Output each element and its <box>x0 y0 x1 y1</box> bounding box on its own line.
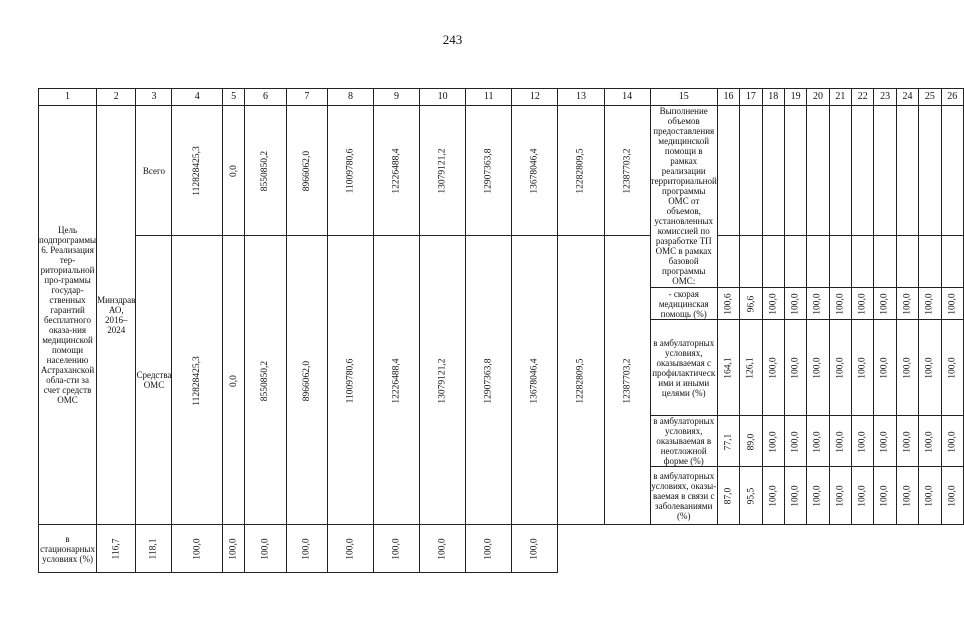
total-value-cell <box>558 106 604 236</box>
indicator-value-cell <box>807 288 829 320</box>
indicator-value-cell <box>784 288 806 320</box>
oms-value-cell <box>222 236 244 525</box>
total-value-cell <box>222 106 244 236</box>
indicator-value-cell <box>852 416 874 467</box>
oms-value-cell <box>245 236 286 525</box>
column-header: 22 <box>852 89 874 106</box>
value-text: 100,0 <box>813 430 823 453</box>
indicator-value-cell <box>222 525 244 573</box>
value-text: 77,1 <box>723 433 734 450</box>
indicator-head: Выполнение объемов предоставления медицинской помощи в рамках реализации территориальной программы ОМС от объемов, установленных комиссией по разработке ТП ОМС в рамках базовой программы ОМС: <box>650 106 717 286</box>
value-text: 100,0 <box>813 357 823 379</box>
value-text: 100,0 <box>947 357 958 379</box>
value-text: 12282809,5 <box>575 148 586 194</box>
indicator-value-cell <box>97 525 136 573</box>
indicator-value-cell <box>784 320 806 416</box>
value-text: 95,5 <box>745 487 756 505</box>
indicator-value-cell <box>829 288 851 320</box>
indicator-value-cell <box>919 416 941 467</box>
executor-text: Минздрав АО, 2016–2024 <box>97 295 136 335</box>
indicator-value-cell <box>896 320 918 416</box>
indicator-value-cell <box>852 467 874 525</box>
total-value-cell <box>420 106 466 236</box>
value-text: 100,0 <box>813 485 823 507</box>
indicator-value-cell <box>829 320 851 416</box>
indicator-value-cell <box>740 467 762 525</box>
oms-row-top <box>39 236 964 288</box>
column-header: 3 <box>136 89 172 106</box>
column-header: 24 <box>896 89 918 106</box>
value-text: 100,0 <box>902 430 913 453</box>
value-text: 100,0 <box>768 430 779 453</box>
value-text: 12907363,8 <box>483 148 494 194</box>
indicator-value-cell <box>328 525 374 573</box>
indicator-value-cell <box>919 288 941 320</box>
indicator-value-cell <box>172 525 223 573</box>
indicator-value-cell <box>740 320 762 416</box>
indicator-label: в амбулаторных условиях, оказы-ваемая в связи с заболеваниями (%) <box>650 467 717 525</box>
column-header: 18 <box>762 89 784 106</box>
value-text: 8966062,0 <box>301 360 312 401</box>
indicator-value-cell <box>896 467 918 525</box>
column-header: 12 <box>512 89 558 106</box>
indicator-value-cell <box>717 320 739 416</box>
column-header: 26 <box>941 89 963 106</box>
value-text: 12282809,5 <box>575 357 586 404</box>
value-text: 13678046,4 <box>529 357 540 404</box>
total-value-cell <box>286 106 327 236</box>
value-text: 100,0 <box>902 357 913 379</box>
indicator-value-cell <box>373 525 419 573</box>
column-header: 11 <box>466 89 512 106</box>
value-text: 100,0 <box>880 430 891 453</box>
column-header: 9 <box>373 89 419 106</box>
value-text: 100,0 <box>857 485 868 507</box>
value-text: 100,0 <box>437 538 448 560</box>
value-text: 100,0 <box>947 293 958 315</box>
indicator-row <box>39 525 964 573</box>
value-text: 100,0 <box>857 357 868 379</box>
indicator-value-cell <box>717 467 739 525</box>
value-text: 100,0 <box>880 293 891 315</box>
goal-cell: Цель подпрограммы 6. Реализация тер-риториальной про-граммы государ-ственных гарантий бесплатного оказа-ния медицинской помощи населению Астраханской обла-сти за счет средств ОМС <box>39 106 97 525</box>
value-text: 100,0 <box>790 430 801 453</box>
column-header: 7 <box>286 89 327 106</box>
indicator-value-cell <box>762 416 784 467</box>
value-text: 100,0 <box>813 293 823 315</box>
value-text: 100,0 <box>391 538 402 560</box>
indicator-value-cell <box>941 288 963 320</box>
value-text: 100,0 <box>835 357 846 379</box>
value-text: 100,0 <box>835 293 846 315</box>
value-text: 100,0 <box>835 430 846 453</box>
value-text: 100,0 <box>880 485 891 507</box>
column-header: 23 <box>874 89 896 106</box>
value-text: 112828425,3 <box>192 355 203 406</box>
value-text: 100,0 <box>835 485 846 507</box>
oms-value-cell <box>512 236 558 525</box>
value-text: 100,0 <box>768 485 779 507</box>
page-number: 243 <box>442 32 463 47</box>
indicator-value-cell <box>286 525 327 573</box>
column-header: 25 <box>919 89 941 106</box>
oms-value-cell <box>328 236 374 525</box>
indicator-value-cell <box>466 525 512 573</box>
value-text: 100,0 <box>924 357 935 379</box>
value-text: 100,0 <box>947 485 958 507</box>
oms-value-cell <box>373 236 419 525</box>
indicator-value-cell <box>717 416 739 467</box>
value-text: 12387703,2 <box>622 357 633 404</box>
indicator-value-cell <box>784 416 806 467</box>
total-row <box>39 106 964 236</box>
column-header: 15 <box>650 89 717 106</box>
value-text: 100,0 <box>790 293 801 315</box>
value-text: 164,1 <box>723 357 734 379</box>
column-header: 17 <box>740 89 762 106</box>
value-text: 100,0 <box>902 293 913 315</box>
oms-value-cell <box>172 236 223 525</box>
value-text: 11009780,6 <box>345 148 356 194</box>
total-label: Всего <box>136 106 172 236</box>
value-text: 100,0 <box>857 430 868 453</box>
value-text: 8550850,2 <box>260 150 271 192</box>
column-header: 8 <box>328 89 374 106</box>
value-text: 12226488,4 <box>391 148 402 194</box>
value-text: 100,0 <box>924 485 935 507</box>
indicator-value-cell <box>941 320 963 416</box>
value-text: 0,0 <box>228 374 239 387</box>
total-value-cell <box>604 106 650 236</box>
total-value-cell <box>466 106 512 236</box>
value-text: 116,7 <box>111 538 122 560</box>
indicator-value-cell <box>807 467 829 525</box>
total-value-cell <box>512 106 558 236</box>
column-header: 10 <box>420 89 466 106</box>
value-text: 118,1 <box>148 538 159 560</box>
value-text: 100,0 <box>345 538 356 560</box>
value-text: 100,0 <box>790 357 801 379</box>
indicator-value-cell <box>829 416 851 467</box>
value-text: 87,0 <box>723 487 734 505</box>
program-table <box>38 88 964 573</box>
value-text: 13079121,2 <box>437 148 448 194</box>
indicator-value-cell <box>874 320 896 416</box>
indicator-label: в амбулаторных условиях, оказываемая в неотложной форме (%) <box>650 416 717 467</box>
value-text: 89,0 <box>745 433 756 450</box>
column-header: 6 <box>245 89 286 106</box>
column-header: 5 <box>222 89 244 106</box>
indicator-label: в амбулаторных условиях, оказываемая с профилактическ ими и иными целями (%) <box>650 320 717 416</box>
value-text: 96,6 <box>745 295 756 313</box>
value-text: 100,6 <box>723 293 734 315</box>
indicator-value-cell <box>512 525 558 573</box>
value-text: 100,0 <box>947 430 958 453</box>
indicator-value-cell <box>941 467 963 525</box>
column-header: 20 <box>807 89 829 106</box>
indicator-value-cell <box>740 416 762 467</box>
oms-value-cell <box>558 236 604 525</box>
indicator-value-cell <box>874 467 896 525</box>
value-text: 12387703,2 <box>622 148 633 194</box>
column-header: 19 <box>784 89 806 106</box>
indicator-value-cell <box>919 467 941 525</box>
indicator-label: - скорая медицинская помощь (%) <box>650 288 717 320</box>
value-text: 100,0 <box>260 538 271 560</box>
column-header: 14 <box>604 89 650 106</box>
value-text: 12226488,4 <box>391 357 402 404</box>
value-text: 12907363,8 <box>483 357 494 404</box>
indicator-value-cell <box>807 320 829 416</box>
value-text: 100,0 <box>924 430 935 453</box>
indicator-value-cell <box>245 525 286 573</box>
column-header: 4 <box>172 89 223 106</box>
value-text: 100,0 <box>768 293 779 315</box>
oms-value-cell <box>466 236 512 525</box>
executor-cell <box>97 106 136 525</box>
value-text: 11009780,6 <box>345 358 356 403</box>
header-row <box>39 89 964 106</box>
indicator-value-cell <box>874 288 896 320</box>
indicator-value-cell <box>740 288 762 320</box>
indicator-value-cell <box>762 288 784 320</box>
indicator-value-cell <box>762 467 784 525</box>
value-text: 100,0 <box>857 293 868 315</box>
indicator-value-cell <box>852 320 874 416</box>
total-value-cell <box>245 106 286 236</box>
value-text: 13678046,4 <box>529 148 540 194</box>
indicator-value-cell <box>807 416 829 467</box>
indicator-value-cell <box>762 320 784 416</box>
indicator-value-cell <box>896 288 918 320</box>
oms-value-cell <box>420 236 466 525</box>
column-header: 21 <box>829 89 851 106</box>
indicator-value-cell <box>941 416 963 467</box>
value-text: 100,0 <box>529 538 540 560</box>
value-text: 100,0 <box>880 357 891 379</box>
indicator-value-cell <box>717 288 739 320</box>
indicator-value-cell <box>420 525 466 573</box>
indicator-label: в стационарных условиях (%) <box>39 525 97 573</box>
value-text: 100,0 <box>768 357 779 379</box>
indicator-value-cell <box>852 288 874 320</box>
oms-label: Средства ОМС <box>136 236 172 525</box>
value-text: 0,0 <box>228 165 239 177</box>
value-text: 100,0 <box>902 485 913 507</box>
value-text: 13079121,2 <box>437 357 448 404</box>
value-text: 100,0 <box>192 538 203 560</box>
value-text: 8550850,2 <box>260 360 271 401</box>
value-text: 112828425,3 <box>192 146 203 196</box>
total-value-cell <box>328 106 374 236</box>
value-text: 100,0 <box>483 538 494 560</box>
indicator-value-cell <box>919 320 941 416</box>
value-text: 100,0 <box>301 538 312 560</box>
value-text: 100,0 <box>924 293 935 315</box>
column-header: 2 <box>97 89 136 106</box>
total-value-cell <box>373 106 419 236</box>
value-text: 100,0 <box>790 485 801 507</box>
oms-value-cell <box>604 236 650 525</box>
value-text: 8966062,0 <box>301 150 312 192</box>
indicator-value-cell <box>896 416 918 467</box>
value-text: 100,0 <box>228 538 239 560</box>
oms-value-cell <box>286 236 327 525</box>
indicator-value-cell <box>829 467 851 525</box>
indicator-value-cell <box>784 467 806 525</box>
column-header: 16 <box>717 89 739 106</box>
total-value-cell <box>172 106 223 236</box>
column-header: 13 <box>558 89 604 106</box>
value-text: 126,1 <box>745 357 756 379</box>
column-header: 1 <box>39 89 97 106</box>
indicator-value-cell <box>136 525 172 573</box>
indicator-value-cell <box>874 416 896 467</box>
